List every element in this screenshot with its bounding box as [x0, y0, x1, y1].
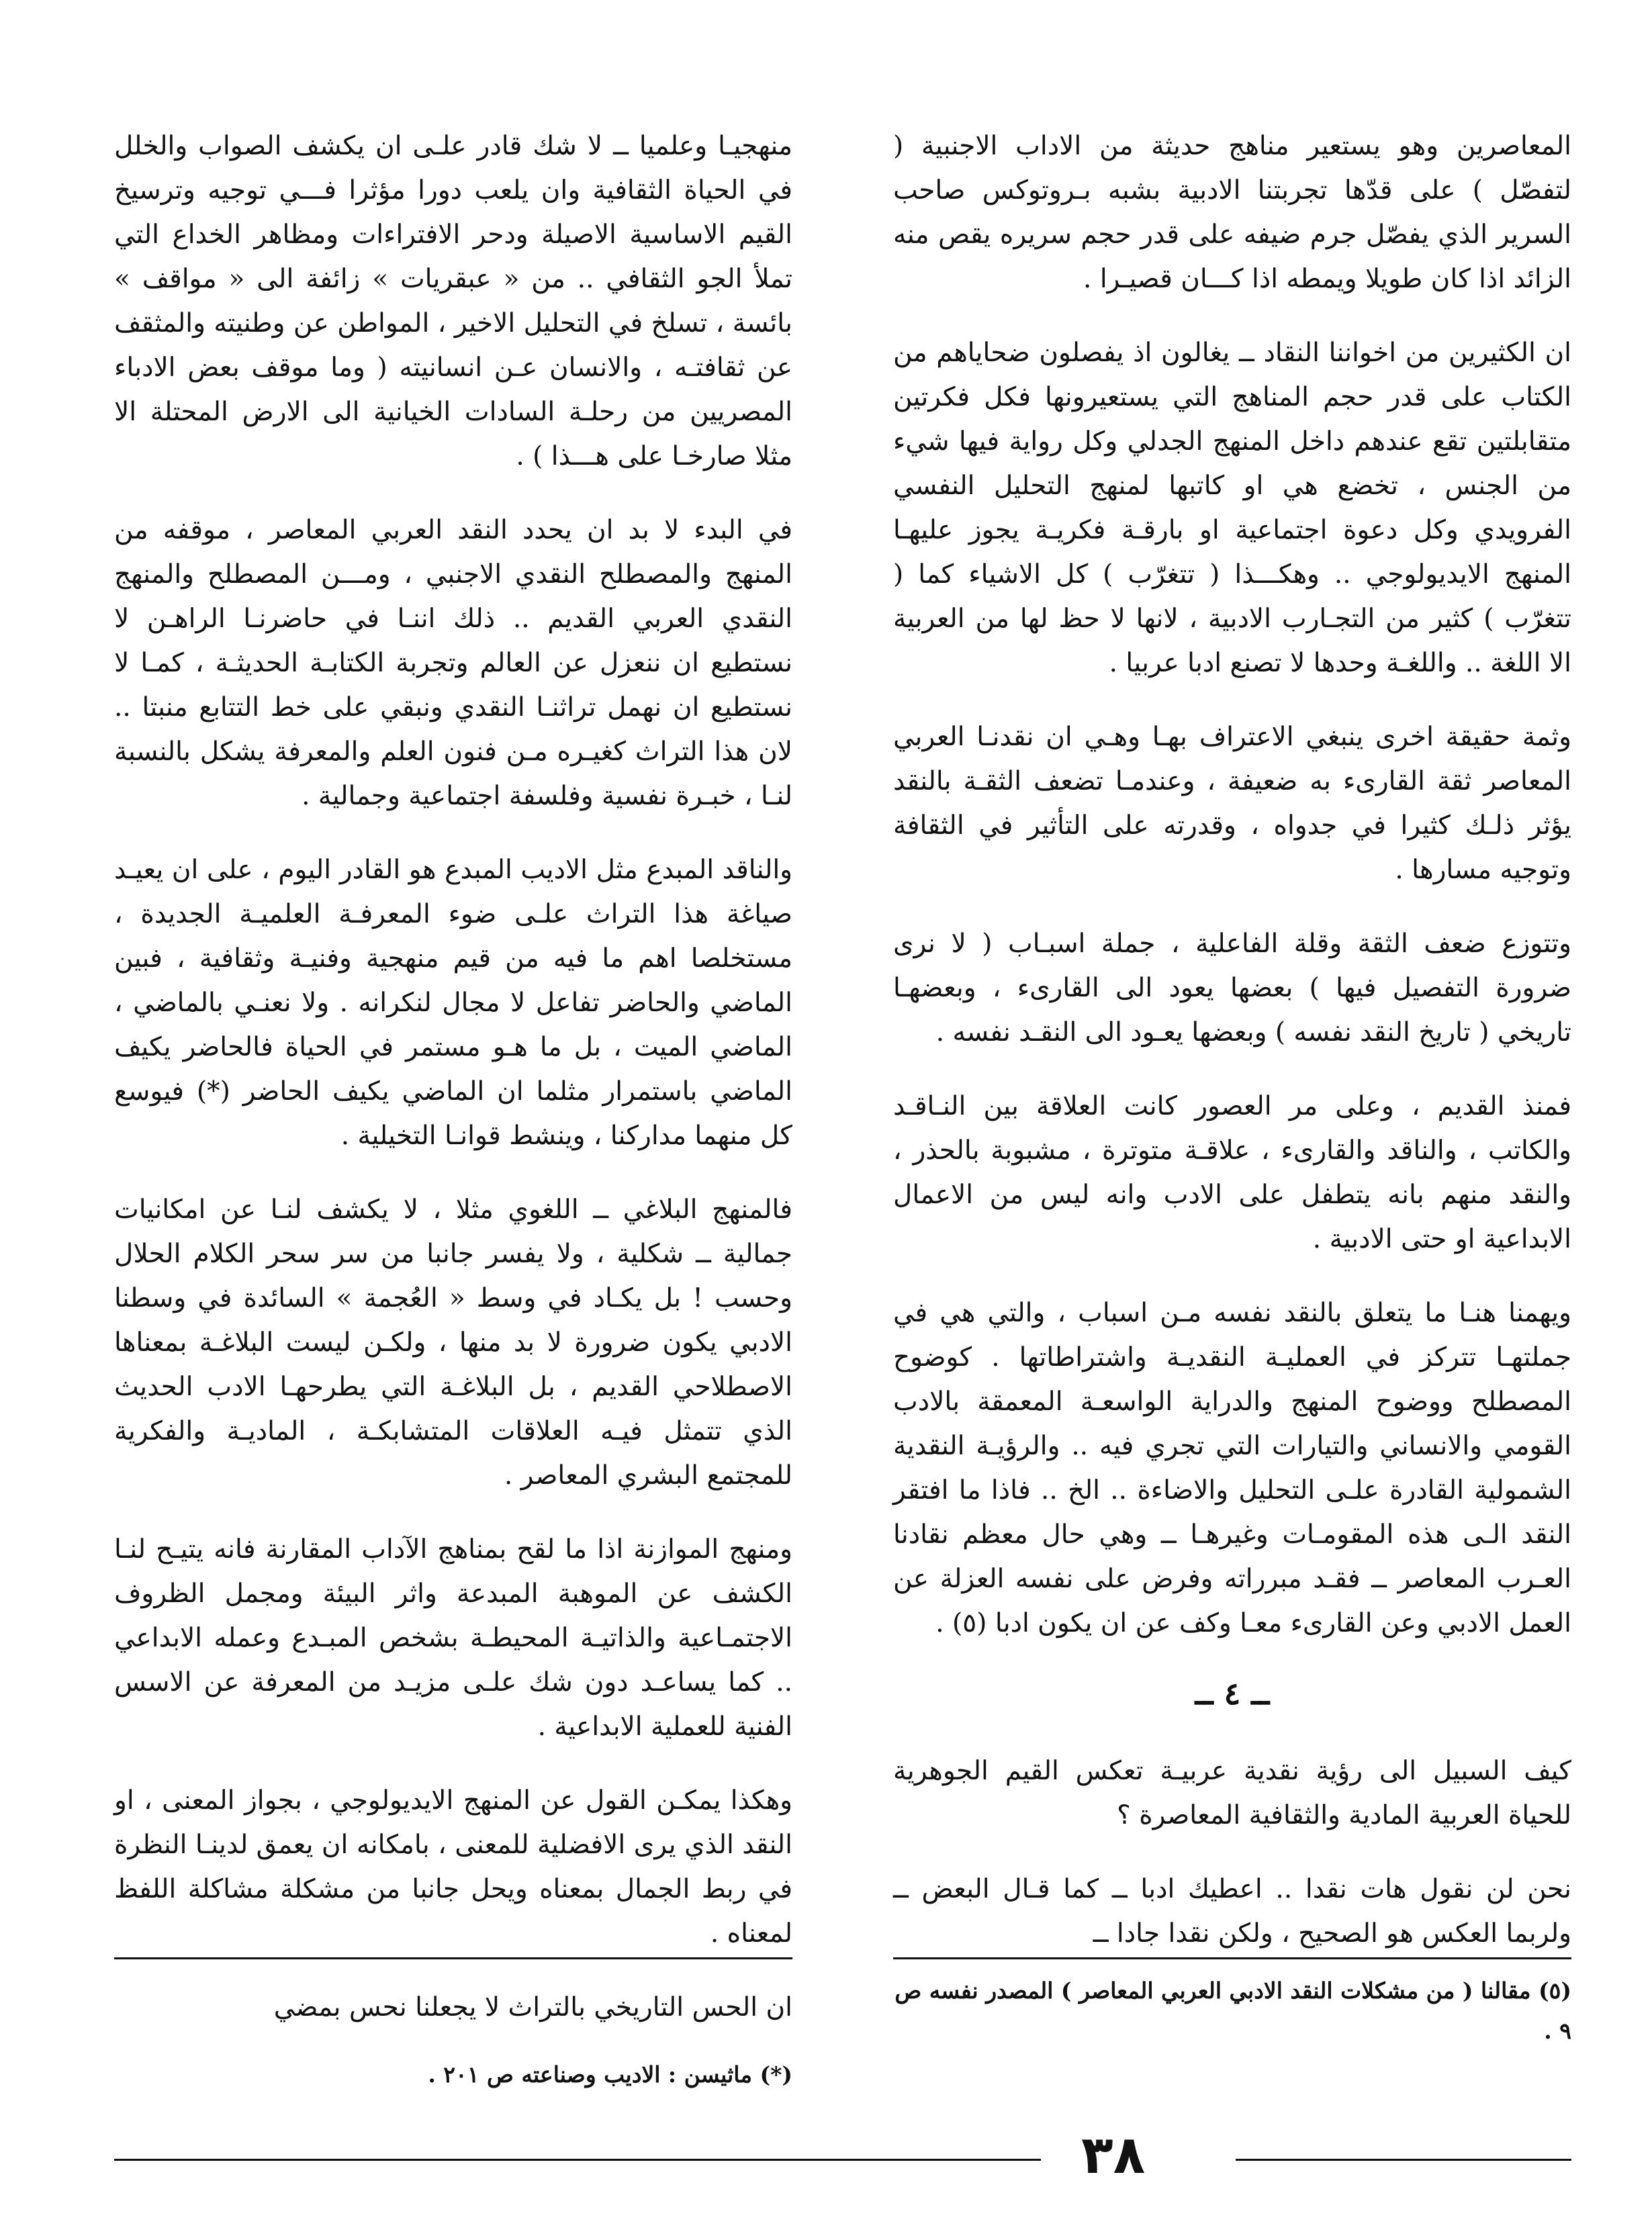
- paragraph: نحن لن نقول هات نقدا .. اعطيك ادبا ــ كما قـال البعض ــ ولربما العكس هو الصحيح ، ولكن نقدا جادا ــ: [893, 1874, 1571, 1949]
- paragraph: وهكذا يمكـن القول عن المنهج الايديولوجي ، بجواز المعنى ، او النقد الذي يرى الافضلية للمعنى ، بامكانه ان يعمق لدينـا النظرة في ربط الجمال بمعناه ويحل جانبا من مشكلة مشاكلة اللفظ لمعناه .: [114, 1785, 792, 1949]
- paragraph: كيف السبيل الى رؤية نقدية عربيـة تعكس القيم الجوهرية للحياة العربية المادية والثقافية المعاصرة ؟: [893, 1756, 1571, 1830]
- footnote-rule-left: [114, 1957, 792, 1959]
- paragraph: ان الحس التاريخي بالتراث لا يجعلنا نحس بمضي: [273, 1992, 792, 2022]
- paragraph: ان الكثيرين من اخواننا النقاد ــ يغالون اذ يفصلون ضحاياهم من الكتاب على قدر حجم المناهج التي يستعيرونها فكل فكرتين متقابلتين تقع عندهم داخل المنهج الجدلي وكل رواية فيها شيء من الجنس ، تخضع هي او كاتبها لمنهج التحليل النفسي الفرويدي وكل دعوة اجتماعية او بارقـة فكريـة يجوز عليهـا المنهج الايديولوجي .. وهكـــذا ( تتغرّب ) كل الاشياء كما ( تتغرّب ) كثير من التجـارب الادبية ، لانها لا حظ لها من العربية الا اللغة .. واللغـة وحدها لا تصنع ادبا عربيا .: [893, 338, 1571, 678]
- page-number: ٣٨: [1081, 2125, 1146, 2186]
- bottom-rule-left: [114, 2159, 1041, 2161]
- paragraph: في البدء لا بد ان يحدد النقد العربي المعاصر ، موقفه من المنهج والمصطلح النقدي الاجنبي ، ومـــن المصطلح والمنهج النقدي العربي القديم .. ذلك اننـا في حاضرنـا الراهـن لا نستطيع ان ننعزل عن العالم وتجربة الكتابـة الحديثـة ، كمـا لا نستطيع ان نهمل تراثنـا النقدي ونبقي على خط التتابع منبتا .. لان هذا التراث كغيـره مـن فنون العلم والمعرفة يشكل بالنسبة لنـا ، خبـرة نفسية وفلسفة اجتماعية وجمالية .: [114, 515, 792, 811]
- footnote-rule-right: [893, 1957, 1571, 1959]
- bottom-rule-right: [1236, 2159, 1571, 2161]
- footnote-right: (٥) مقالنا ( من مشكلات النقد الادبي العربي المعاصر ) المصدر نفسه ص ٩ .: [894, 1977, 1571, 2044]
- right-column: [893, 124, 1571, 1986]
- left-column: [114, 124, 792, 2059]
- footnote-left: (*) ماثيسن : الاديب وصناعته ص ٢٠١ .: [428, 2061, 792, 2088]
- paragraph: المعاصرين وهو يستعير مناهج حديثة من الاداب الاجنبية ( لتفصّل ) على قدّها تجربتنا الادبية بشبه بـروتوكس صاحب السرير الذي يفصّل جرم ضيفه على قدر حجم سريره يقص منه الزائد اذا كان طويلا ويمطه اذا كـــان قصيـرا .: [893, 131, 1571, 294]
- paragraph: والناقد المبدع مثل الاديب المبدع هو القادر اليوم ، على ان يعيـد صياغة هذا التراث علـى ضوء المعرفـة العلميـة الجديدة ، مستخلصا اهم ما فيه من قيم منهجية وفنيـة وثقافية ، فبين الماضي والحاضر تفاعل لا مجال لنكرانه . ولا نعنـي بالماضي ، الماضي الميت ، بل ما هـو مستمر في الحياة فالحاضر يكيف الماضي باستمرار مثلما ان الماضي يكيف الحاضر (*) فيوسع كل منهما مداركنا ، وينشط قوانـا التخيلية .: [114, 855, 792, 1151]
- paragraph: ويهمنا هنـا ما يتعلق بالنقد نفسه مـن اسباب ، والتي هي في جملتهـا تتركز في العمليـة النقديـة واشتراطاتها . كوضوح المصطلح ووضوح المنهج والدراية الواسعـة المعمقة بالادب القومي والانساني والتيارات التي تجري فيه .. والرؤيـة النقدية الشمولية القادرة علـى التحليل والاضاءة .. الخ .. فاذا ما افتقر النقد الـى هذه المقومـات وغيرهـا ــ وهي حال معظم نقادنا العـرب المعاصر ــ فقـد مبرراته وفرض على نفسه العزلة عن العمل الادبي وعن القارىء معـا وكف عن ان يكون ادبا (٥) .: [893, 1298, 1571, 1638]
- section-number: ــ ٤ ــ: [1195, 1675, 1270, 1712]
- paragraph: فالمنهج البلاغي ــ اللغوي مثلا ، لا يكشف لنـا عن امكانيات جمالية ــ شكلية ، ولا يفسر جانبا من سر سحر الكلام الحلال وحسب ! بل يكـاد في وسط « العُجمة » السائدة في وسطنا الادبي يكون ضرورة لا بد منها ، ولكـن ليست البلاغـة بمعناها الاصطلاحي القديم ، بل البلاغـة التي يطرحهـا الادب الحديث الذي تتمثل فيـه العلاقات المتشابكـة ، الماديـة والفكرية للمجتمع البشري المعاصر .: [114, 1195, 792, 1491]
- paragraph: منهجيـا وعلميا ــ لا شك قادر علـى ان يكشف الصواب والخلل في الحياة الثقافية وان يلعب دورا مؤثرا فـــي توجيه وترسيخ القيم الاساسية الاصيلة ودحر الافتراءات ومظاهر الخداع التي تملأ الجو الثقافي .. من « عبقريات » زائفة الى « مواقف » بائسة ، تسلخ في التحليل الاخير ، المواطن عن وطنيته والمثقف عن ثقافتـه ، والانسان عـن انسانيته ( وما موقف بعض الادباء المصريين من رحلـة السادات الخيانية الى الارض المحتلة الا مثلا صارخـا على هـــذا ) .: [114, 131, 792, 471]
- paragraph: ومنهج الموازنة اذا ما لقح بمناهج الآداب المقارنة فانه يتيـح لنـا الكشف عن الموهبة المبدعة واثر البيئة ومجمل الظروف الاجتمـاعية والذاتيـة المحيطـة بشخص المبـدع وعمله الابداعي .. كما يساعـد دون شك علـى مزيـد من المعرفة عن الاسس الفنية للعملية الابداعية .: [114, 1534, 793, 1742]
- paragraph: فمنذ القديم ، وعلى مر العصور كانت العلاقة بين النـاقـد والكاتب ، والناقد والقارىء ، علاقـة متوترة ، مشبوبة بالحذر ، والنقد منهم بانه يتطفل على الادب وانه ليس من الاعمال الابداعية او حتى الادبية .: [893, 1091, 1571, 1254]
- paragraph: وتتوزع ضعف الثقة وقلة الفاعلية ، جملة اسبـاب ( لا نرى ضرورة التفصيل فيها ) بعضها يعود الى القارىء ، وبعضهـا تاريخي ( تاريخ النقد نفسه ) وبعضها يعـود الى النقـد نفسه .: [893, 929, 1571, 1047]
- paragraph: وثمة حقيقة اخرى ينبغي الاعتراف بهـا وهـي ان نقدنـا العربي المعاصر ثقة القارىء به ضعيفة ، وعندمـا تضعف الثقـة بالنقد يؤثر ذلـك كثيرا في جدواه ، وقدرته على التأثير في الثقافة وتوجيه مسارها .: [893, 722, 1571, 885]
